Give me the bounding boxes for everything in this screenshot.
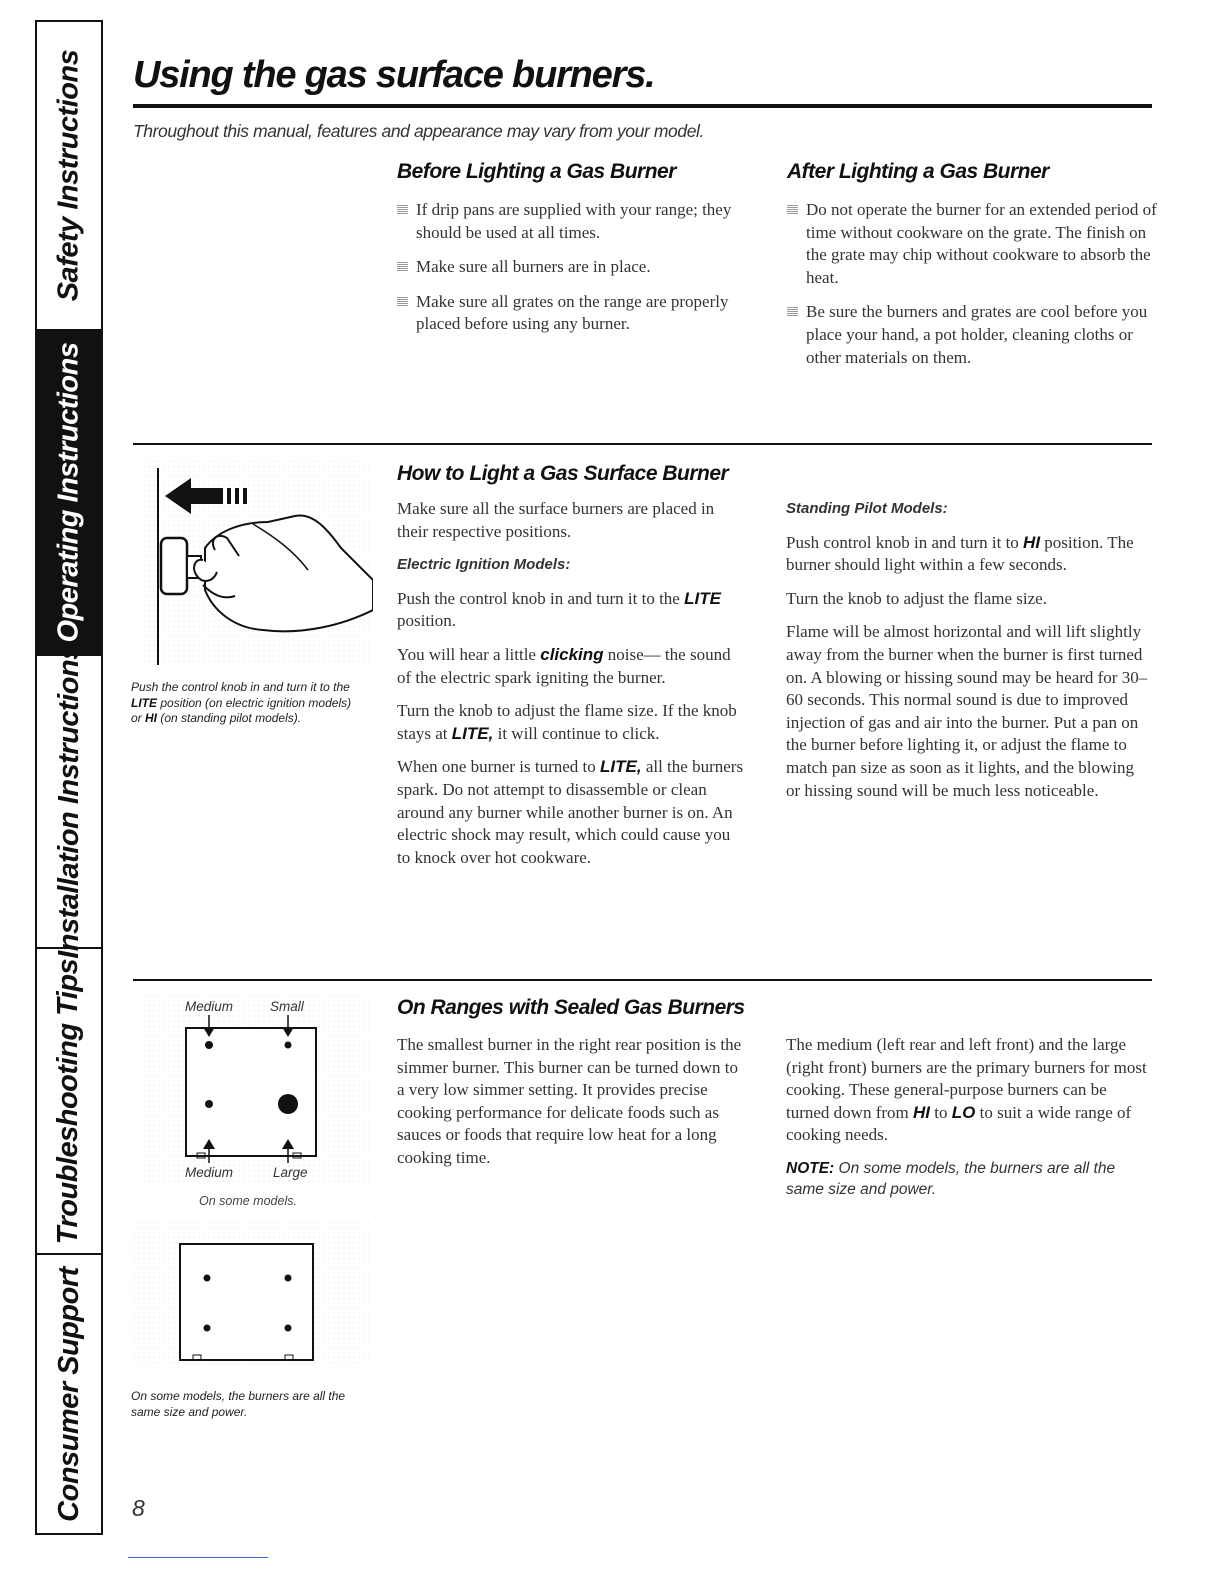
- list-item: Make sure all burners are in place.: [397, 256, 767, 279]
- section-divider: [133, 979, 1152, 981]
- tab-label: Troubleshooting Tips: [52, 958, 85, 1244]
- pilot-paragraph-3: Flame will be almost horizontal and will lift slightly away from the burner when the burner is first turned on. A blowing or hissing sound may be heard for 30–60 seconds. This normal sound is due to improved injection of gas and air into the burner. Put a pan on the burner before lighting it, or adjust the flame to match pan size as soon as it lights, and the blowing or hissing sound will be much less noticeable.: [786, 622, 1148, 800]
- footer-line: [128, 1557, 268, 1558]
- tab-label: Installation Instructions: [52, 644, 85, 959]
- bullet-icon: [397, 204, 408, 214]
- label-medium-rear: Medium: [185, 999, 234, 1014]
- burner-medium-front: [205, 1100, 213, 1108]
- section-divider: [133, 443, 1152, 445]
- sealed-right-column: [786, 1034, 1152, 1211]
- intro-text: Make sure all the surface burners are placed in their respective positions.: [397, 499, 715, 541]
- knob-illustration: [143, 460, 373, 670]
- tab-label: Operating Instructions: [52, 342, 85, 643]
- page-number: 8: [132, 1495, 145, 1521]
- diagram-1-caption: On some models.: [199, 1194, 297, 1208]
- after-list: [787, 199, 1157, 369]
- burner-medium-rear: [205, 1041, 213, 1049]
- list-item: Do not operate the burner for an extended period of time without cookware on the grate. The finish on the grate may chip without cookware to absorb the heat.: [787, 199, 1157, 289]
- sealed-paragraph-2: The medium (left rear and left front) and the large (right front) burners are the primary burners for most cooking. These general-purpose burners can be turned down from HI to LO to suit a wide range of cooking needs.: [786, 1035, 1147, 1145]
- burner-large-front: [278, 1094, 298, 1114]
- list-item: Be sure the burners and grates are cool before you place your hand, a pot holder, cleaning cloths or other materials on them.: [787, 301, 1157, 369]
- page-subtitle: Throughout this manual, features and appearance may vary from your model.: [133, 121, 704, 141]
- burner-left-front: [204, 1325, 211, 1332]
- tab-troubleshooting-tips[interactable]: [37, 949, 101, 1255]
- pilot-paragraph-2: Turn the knob to adjust the flame size.: [786, 588, 1047, 608]
- electric-heading: Electric Ignition Models:: [397, 556, 571, 574]
- list-item: Make sure all grates on the range are properly placed before using any burner.: [397, 291, 767, 336]
- title-rule: [133, 104, 1152, 108]
- burner-right-rear: [285, 1275, 292, 1282]
- sealed-paragraph-1: The smallest burner in the right rear position is the simmer burner. This burner can be turned down to a very low simmer setting. It provides precise cooking performance for delicate foods such as sauces or foods that require low heat for a long cooking time.: [397, 1035, 742, 1167]
- bullet-icon: [787, 306, 798, 316]
- how-to-heading: How to Light a Gas Surface Burner: [397, 462, 729, 485]
- sidebar-tabs: [35, 20, 103, 1535]
- tab-operating-instructions[interactable]: [37, 331, 101, 656]
- label-small-rear: Small: [270, 999, 304, 1014]
- burner-left-rear: [204, 1275, 211, 1282]
- bullet-icon: [397, 261, 408, 271]
- sealed-heading: On Ranges with Sealed Gas Burners: [397, 996, 745, 1019]
- standing-pilot-section: [786, 498, 1152, 813]
- burner-layout-diagram-2: [133, 1222, 373, 1382]
- electric-paragraph-1: Push the control knob in and turn it to the LITE position.: [397, 588, 721, 631]
- pilot-heading: Standing Pilot Models:: [786, 500, 948, 517]
- tab-consumer-support[interactable]: [37, 1255, 101, 1533]
- tab-safety-instructions[interactable]: [37, 22, 101, 331]
- before-list-section: [397, 199, 767, 348]
- after-list-section: [787, 199, 1157, 381]
- after-heading: After Lighting a Gas Burner: [787, 160, 1049, 183]
- burner-layout-diagram-1: [143, 995, 373, 1215]
- tab-installation-instructions[interactable]: [37, 644, 101, 959]
- burner-small-rear: [285, 1042, 292, 1049]
- bullet-icon: [787, 204, 798, 214]
- electric-paragraph-3: Turn the knob to adjust the flame size. If the knob stays at LITE, it will continue to click.: [397, 701, 737, 743]
- tab-label: Safety Instructions: [52, 49, 85, 302]
- before-list: [397, 199, 767, 336]
- electric-ignition-section: [397, 498, 747, 880]
- label-large-front: Large: [273, 1165, 308, 1180]
- sealed-left-column: [397, 1034, 747, 1181]
- before-heading: Before Lighting a Gas Burner: [397, 160, 676, 183]
- tab-label: Consumer Support: [52, 1266, 85, 1522]
- knob-caption: Push the control knob in and turn it to the LITE position (on electric ignition models) or HI (on standing pilot models).: [131, 680, 352, 725]
- burner-right-front: [285, 1325, 292, 1332]
- list-item: If drip pans are supplied with your range; they should be used at all times.: [397, 199, 767, 244]
- electric-paragraph-4: When one burner is turned to LITE, all the burners spark. Do not attempt to disassemble or clean around any burner while another burner is on. An electric shock may result, which could cause you to knock over hot cookware.: [397, 757, 744, 867]
- sealed-note: NOTE: On some models, the burners are all the same size and power.: [786, 1159, 1116, 1198]
- bullet-icon: [397, 296, 408, 306]
- pilot-paragraph-1: Push control knob in and turn it to HI position. The burner should light within a few seconds.: [786, 532, 1134, 575]
- label-medium-front: Medium: [185, 1165, 234, 1180]
- electric-paragraph-2: You will hear a little clicking noise— the sound of the electric spark igniting the burner.: [397, 644, 731, 687]
- diagram-2-caption: On some models, the burners are all the same size and power.: [131, 1389, 346, 1419]
- page-title: Using the gas surface burners.: [133, 54, 655, 96]
